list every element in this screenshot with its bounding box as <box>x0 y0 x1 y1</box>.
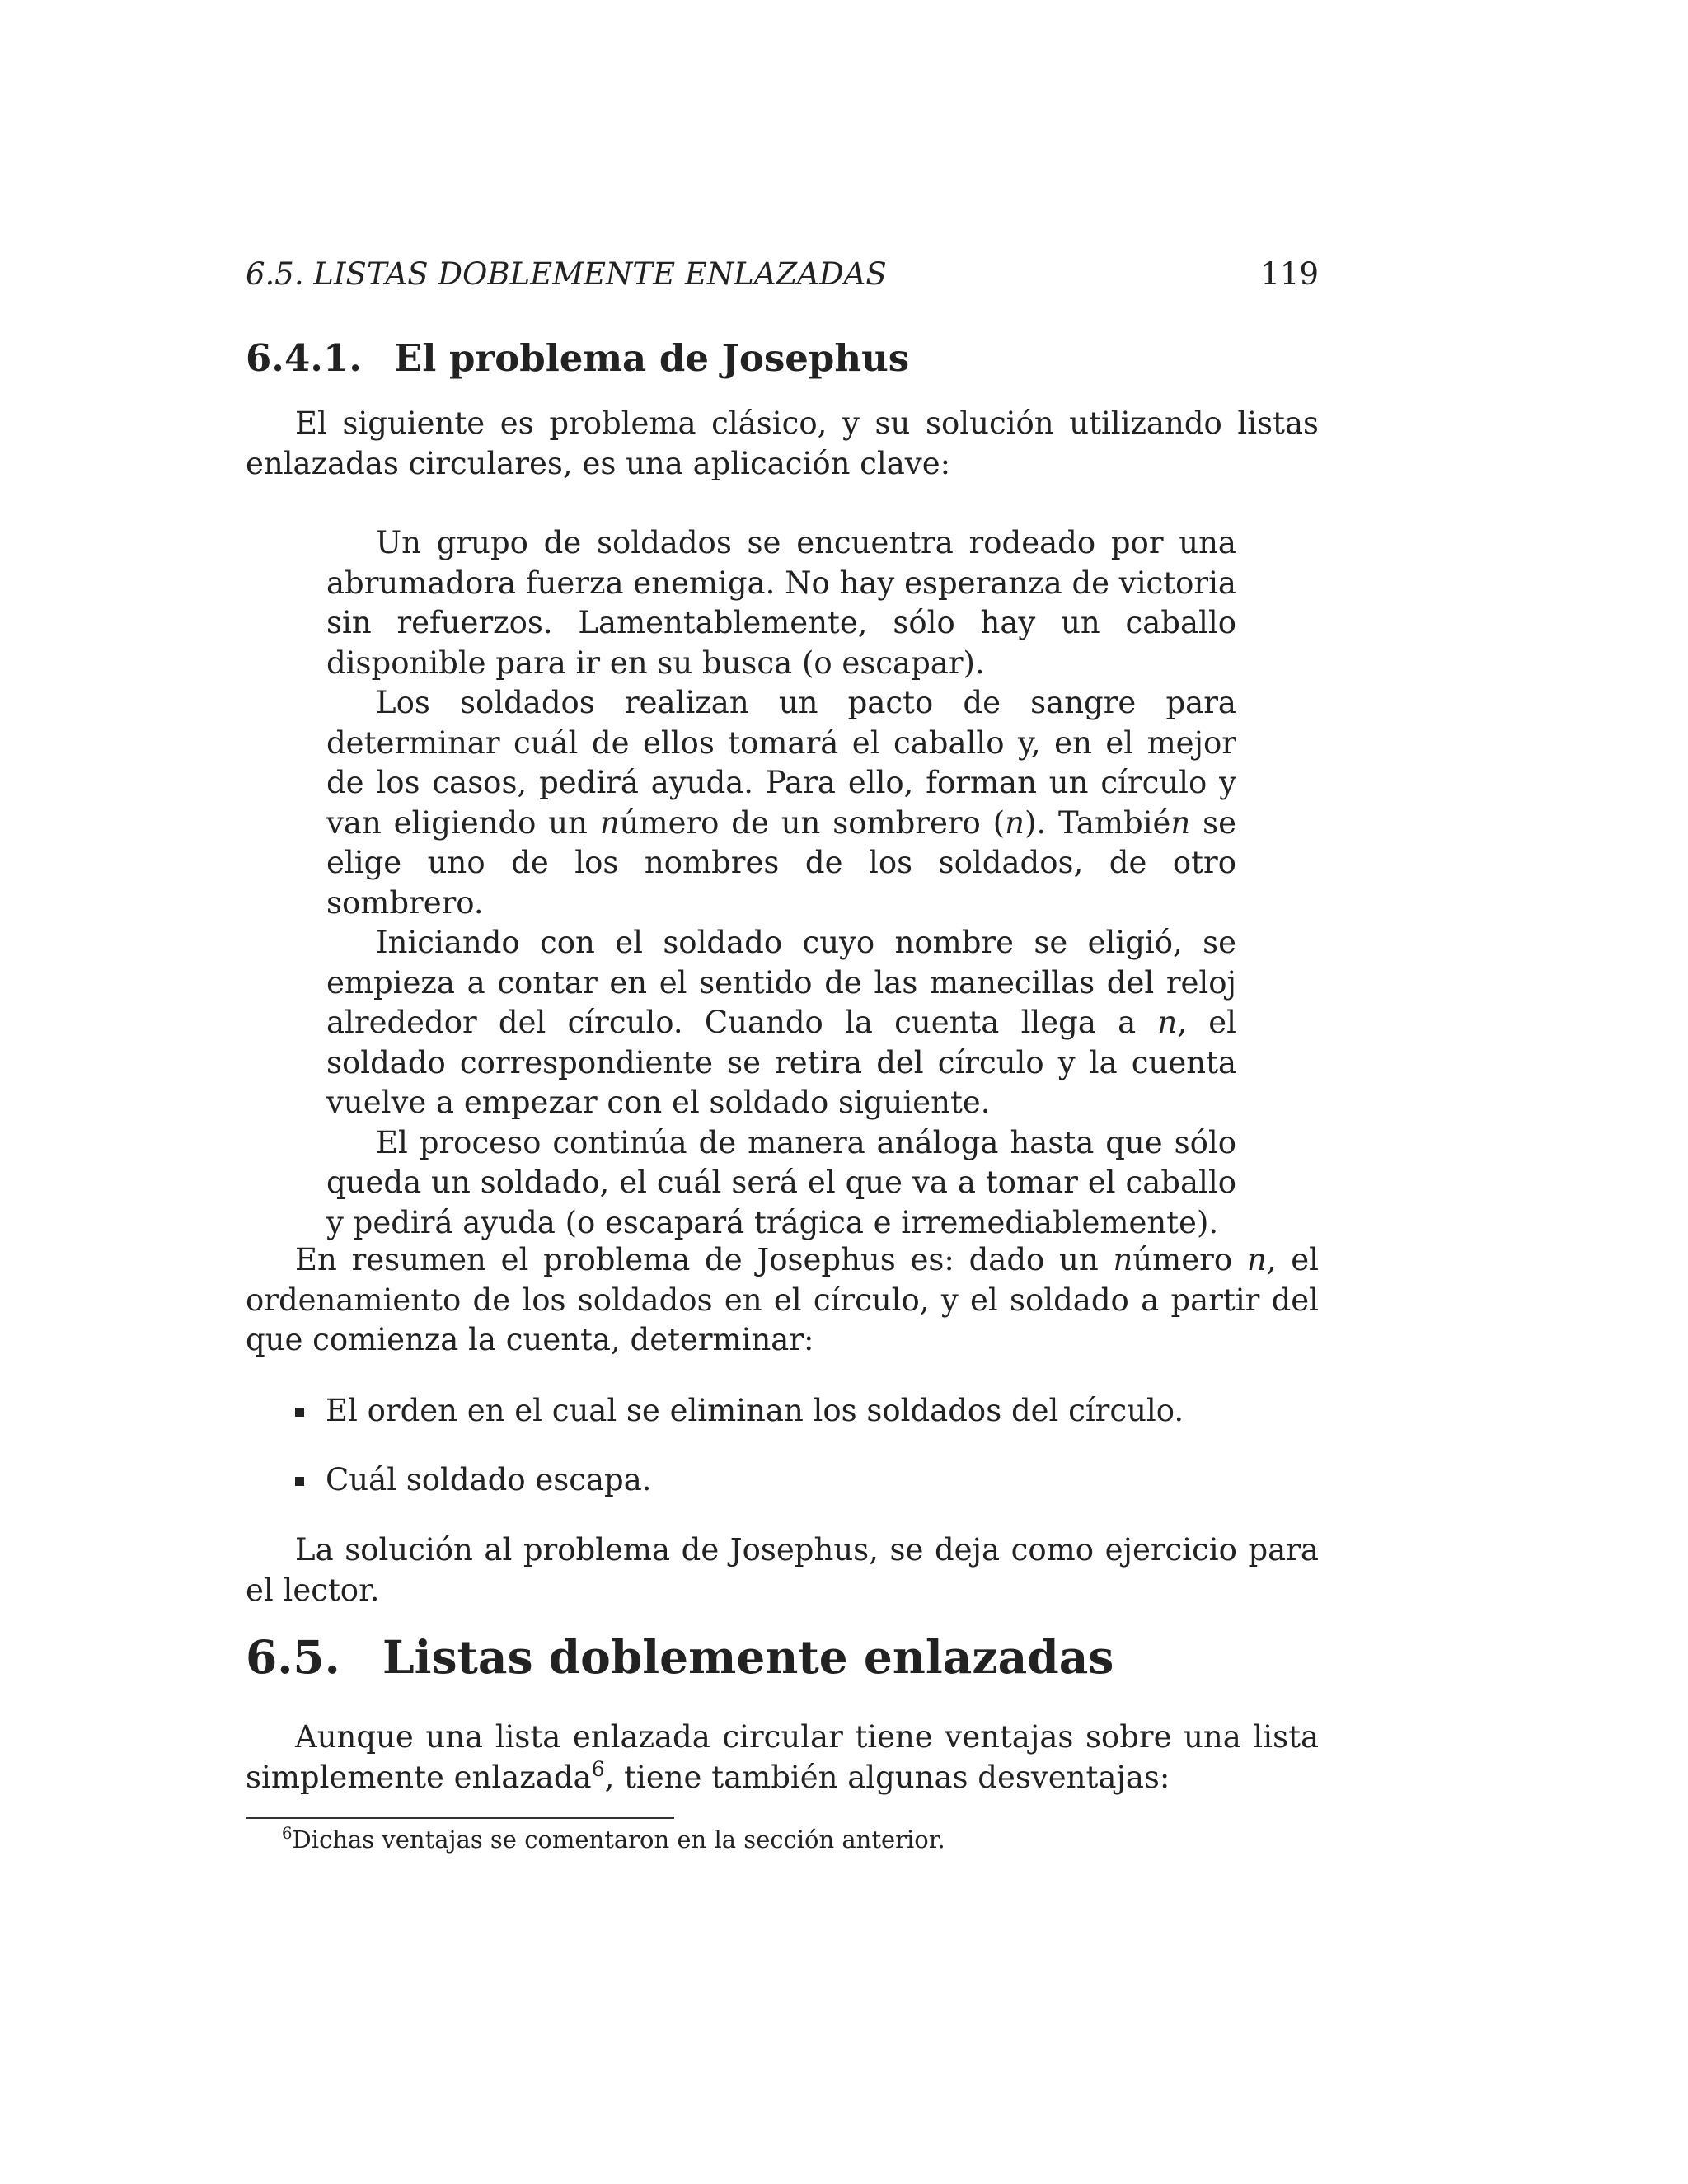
footnote-mark: 6 <box>282 1824 293 1844</box>
quotation-block <box>326 523 1236 1243</box>
intro-paragraph-block <box>246 404 1319 484</box>
quote-paragraph-3 <box>326 923 1236 1123</box>
quote-paragraph-3-text: Iniciando con el soldado cuyo nombre se eligió, se empieza a contar en el sentido de las manecillas del reloj alrededor del círculo. Cuando la cuenta llega a n, el soldado correspondiente se retira del círculo y la cuenta vuelve a empezar con el soldado siguiente. <box>326 925 1236 1120</box>
intro-paragraph: El siguiente es problema clásico, y su solución utilizando listas enlazadas circulares, es una aplicación clave: <box>246 405 1319 481</box>
math-variable-n: n <box>599 804 620 841</box>
section-paragraph <box>246 1718 1319 1797</box>
subsection-title: El problema de Josephus <box>394 336 910 380</box>
running-head <box>246 254 1319 295</box>
footnote-text: Dichas ventajas se comentaron en la sección anterior. <box>292 1825 945 1854</box>
quote-paragraph-2 <box>326 683 1236 923</box>
bullet-icon <box>295 1477 304 1486</box>
section-title: Listas doblemente enlazadas <box>382 1630 1114 1684</box>
math-variable-n: n <box>1005 804 1025 841</box>
math-variable-n: n <box>1246 1242 1267 1277</box>
section-heading <box>246 1628 1114 1687</box>
quote-paragraph-2-text: Los soldados realizan un pacto de sangre para determinar cuál de ellos tomará el caballo y, en el mejor de los casos, pedirá ayuda. Para ello, forman un círculo y van eligiendo un número de un sombrero (n). También se elige uno de los nombres de los soldados, de otro sombrero. <box>326 685 1237 921</box>
math-variable-n: n <box>1113 1242 1133 1277</box>
subsection-number: 6.4.1. <box>246 336 362 380</box>
exercise-paragraph: La solución al problema de Josephus, se deja como ejercicio para el lector. <box>246 1532 1319 1608</box>
page-number: 119 <box>1260 256 1319 292</box>
summary-paragraph-block <box>246 1240 1319 1361</box>
quote-paragraph-1: Un grupo de soldados se encuentra rodeado por una abrumadora fuerza enemiga. No hay esperanza de victoria sin refuerzos. Lamentablemente, sólo hay un caballo disponible para ir en su busca (o escapar). <box>326 525 1236 681</box>
section-paragraph-text: Aunque una lista enlazada circular tiene ventajas sobre una lista simplemente enlazada <box>246 1719 1319 1795</box>
list-item-text: Cuál soldado escapa. <box>326 1462 652 1497</box>
section-paragraph-tail: , tiene también algunas desventajas: <box>604 1759 1170 1795</box>
exercise-paragraph-block <box>246 1530 1319 1610</box>
section-paragraph-block <box>246 1718 1319 1797</box>
footnote-divider <box>246 1817 674 1819</box>
section-number: 6.5. <box>246 1630 340 1684</box>
subsection-heading <box>246 334 909 383</box>
running-head-title: 6.5. LISTAS DOBLEMENTE ENLAZADAS <box>246 256 887 292</box>
math-variable-n: n <box>1170 804 1191 841</box>
bullet-icon <box>295 1408 304 1417</box>
math-variable-n: n <box>1157 1005 1178 1040</box>
summary-paragraph: En resumen el problema de Josephus es: dado un número n, el ordenamiento de los soldados en el círculo, y el soldado a partir del que comienza la cuenta, determinar: <box>246 1242 1319 1357</box>
footnote-reference[interactable]: 6 <box>591 1756 605 1781</box>
footnote <box>282 1823 945 1856</box>
quote-paragraph-4: El proceso continúa de manera análoga hasta que sólo queda un soldado, el cuál será el que va a tomar el caballo y pedirá ayuda (o escapará trágica e irremediablemente). <box>326 1124 1236 1240</box>
list-item-text: El orden en el cual se eliminan los soldados del círculo. <box>326 1393 1184 1428</box>
